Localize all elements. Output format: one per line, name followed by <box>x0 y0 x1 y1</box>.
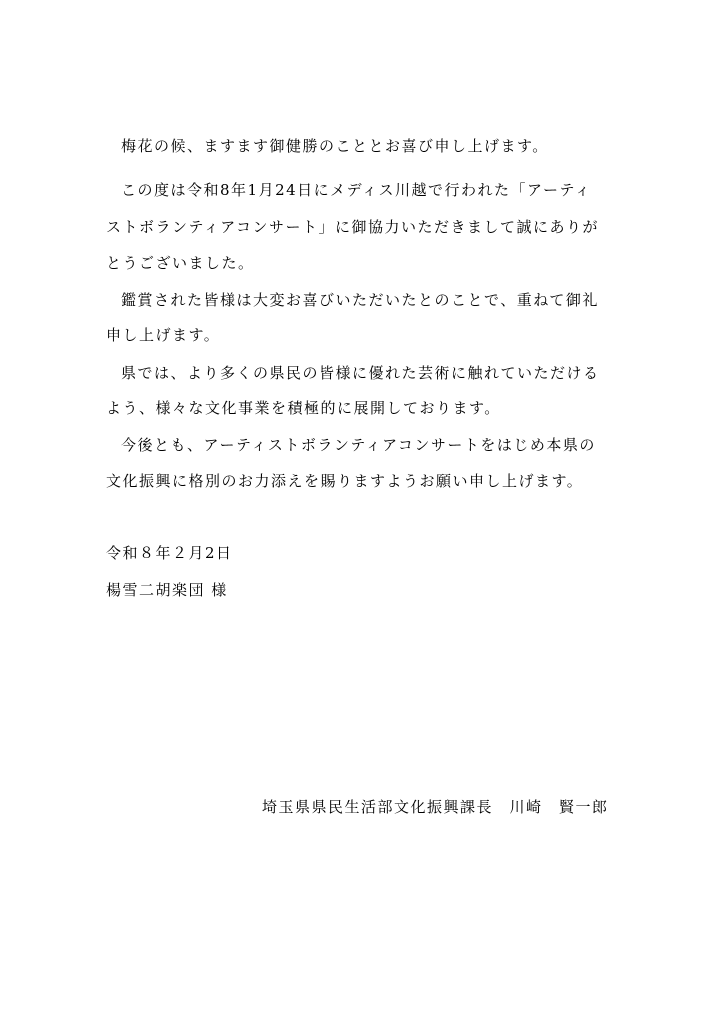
body-line: この度は令和8年1月24日にメディス川越で行われた「アーティ <box>121 181 592 199</box>
body-line: 申し上げます。 <box>106 326 221 344</box>
recipient-name: 楊雪二胡楽団 様 <box>106 581 228 599</box>
body-line: よう、様々な文化事業を積極的に展開しております。 <box>106 399 501 417</box>
body-line: 鑑賞された皆様は大変お喜びいただいたとのことで、重ねて御礼 <box>121 291 599 309</box>
body-line: 今後とも、アーティストボランティアコンサートをはじめ本県の <box>121 436 596 454</box>
sender-signature: 埼玉県県民生活部文化振興課長 川崎 賢一郎 <box>262 798 609 816</box>
body-line: とうございました。 <box>106 254 255 272</box>
body-line: 文化振興に格別のお力添えを賜りますようお願い申し上げます。 <box>106 472 584 490</box>
greeting-line: 梅花の候、ますます御健勝のこととお喜び申し上げます。 <box>121 137 549 155</box>
body-line: ストボランティアコンサート」に御協力いただきまして誠にありが <box>106 218 600 236</box>
letter-date: 令和８年２月2日 <box>106 544 233 562</box>
body-line: 県では、より多くの県民の皆様に優れた芸術に触れていただける <box>121 364 600 382</box>
